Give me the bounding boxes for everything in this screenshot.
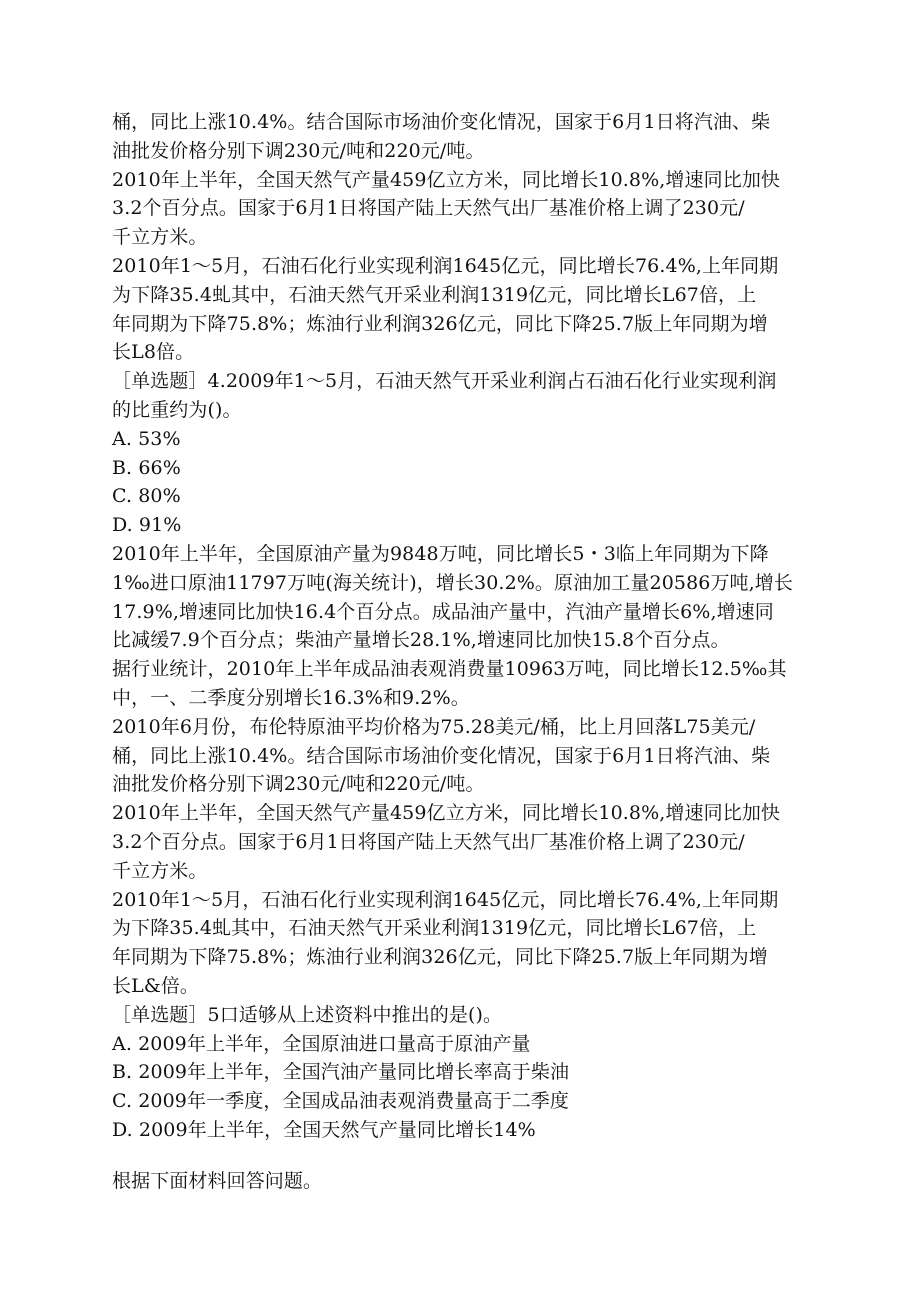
text-line: 为下降35.4虬其中，石油天然气开采业利润1319亿元，同比增长L67倍，上 [112, 917, 757, 940]
text-line: 2010年上半年，全国原油产量为9848万吨，同比增长5・3临上年同期为下降 [112, 542, 769, 565]
text-line: 中，一、二季度分别增长16.3%和9.2%。 [112, 686, 470, 709]
text-line: 年同期为下降75.8%；炼油行业利润326亿元，同比下降25.7版上年同期为增 [112, 946, 768, 969]
text-line: 长L8倍。 [112, 341, 195, 364]
text-line: 17.9%,增速同比加快16.4个百分点。成品油产量中，汽油产量增长6%,增速同 [112, 600, 774, 623]
text-line: 2010年上半年，全国天然气产量459亿立方米，同比增长10.8%,增速同比加快 [112, 168, 781, 191]
spacer [112, 1145, 840, 1167]
question-5-option-d: D. 2009年上半年，全国天然气产量同比增长14% [112, 1118, 536, 1141]
text-line: 油批发价格分别下调230元/吨和220元/吨。 [112, 773, 485, 796]
text-line: 长L&倍。 [112, 974, 200, 997]
question-5-option-c: C. 2009年一季度，全国成品油表观消费量高于二季度 [112, 1090, 569, 1113]
text-line: 2010年上半年，全国天然气产量459亿立方米，同比增长10.8%,增速同比加快 [112, 802, 781, 825]
question-5-option-b: B. 2009年上半年，全国汽油产量同比增长率高于柴油 [112, 1061, 570, 1084]
text-line: 3.2个百分点。国家于6月1日将国产陆上天然气出厂基准价格上调了230元/ [112, 197, 745, 220]
question-4-stem: ［单选题］4.2009年1～5月，石油天然气开采业利润占石油石化行业实现利润 [112, 370, 777, 393]
text-line: 2010年1～5月，石油石化行业实现利润1645亿元，同比增长76.4%,上年同期 [112, 254, 779, 277]
text-line: 千立方米。 [112, 859, 208, 882]
text-line: 3.2个百分点。国家于6月1日将国产陆上天然气出厂基准价格上调了230元/ [112, 830, 745, 853]
text-line: 为下降35.4虬其中，石油天然气开采业利润1319亿元，同比增长L67倍，上 [112, 283, 757, 306]
text-line: 油批发价格分别下调230元/吨和220元/吨。 [112, 139, 485, 162]
question-5-option-a: A. 2009年上半年，全国原油进口量高于原油产量 [112, 1032, 531, 1055]
question-4-option-a: A. 53% [112, 427, 181, 450]
question-4-option-b: B. 66% [112, 456, 181, 479]
question-4-stem: 的比重约为()。 [112, 398, 242, 421]
text-line: 千立方米。 [112, 226, 208, 249]
question-4-option-c: C. 80% [112, 485, 181, 508]
text-line: 桶，同比上涨10.4%。结合国际市场油价变化情况，国家于6月1日将汽油、柴 [112, 111, 771, 133]
text-line: 1‰进口原油11797万吨(海关统计)，增长30.2%。原油加工量20586万吨,增长 [112, 571, 793, 594]
text-line: 比减缓7.9个百分点；柴油产量增长28.1%,增速同比加快15.8个百分点。 [112, 629, 730, 652]
text-line: 年同期为下降75.8%；炼油行业利润326亿元，同比下降25.7版上年同期为增 [112, 312, 768, 335]
text-line: 据行业统计，2010年上半年成品油表观消费量10963万吨，同比增长12.5‰其 [112, 658, 787, 681]
section-instruction: 根据下面材料回答问题。 [112, 1169, 323, 1192]
question-5-stem: ［单选题］5口适够从上述资料中推出的是()。 [112, 1003, 503, 1026]
text-line: 2010年6月份，布伦特原油平均价格为75.28美元/桶，比上月回落L75美元/ [112, 715, 756, 738]
question-4-option-d: D. 91% [112, 514, 182, 537]
text-line: 2010年1～5月，石油石化行业实现利润1645亿元，同比增长76.4%,上年同期 [112, 888, 779, 911]
text-line: 桶，同比上涨10.4%。结合国际市场油价变化情况，国家于6月1日将汽油、柴 [112, 744, 771, 767]
